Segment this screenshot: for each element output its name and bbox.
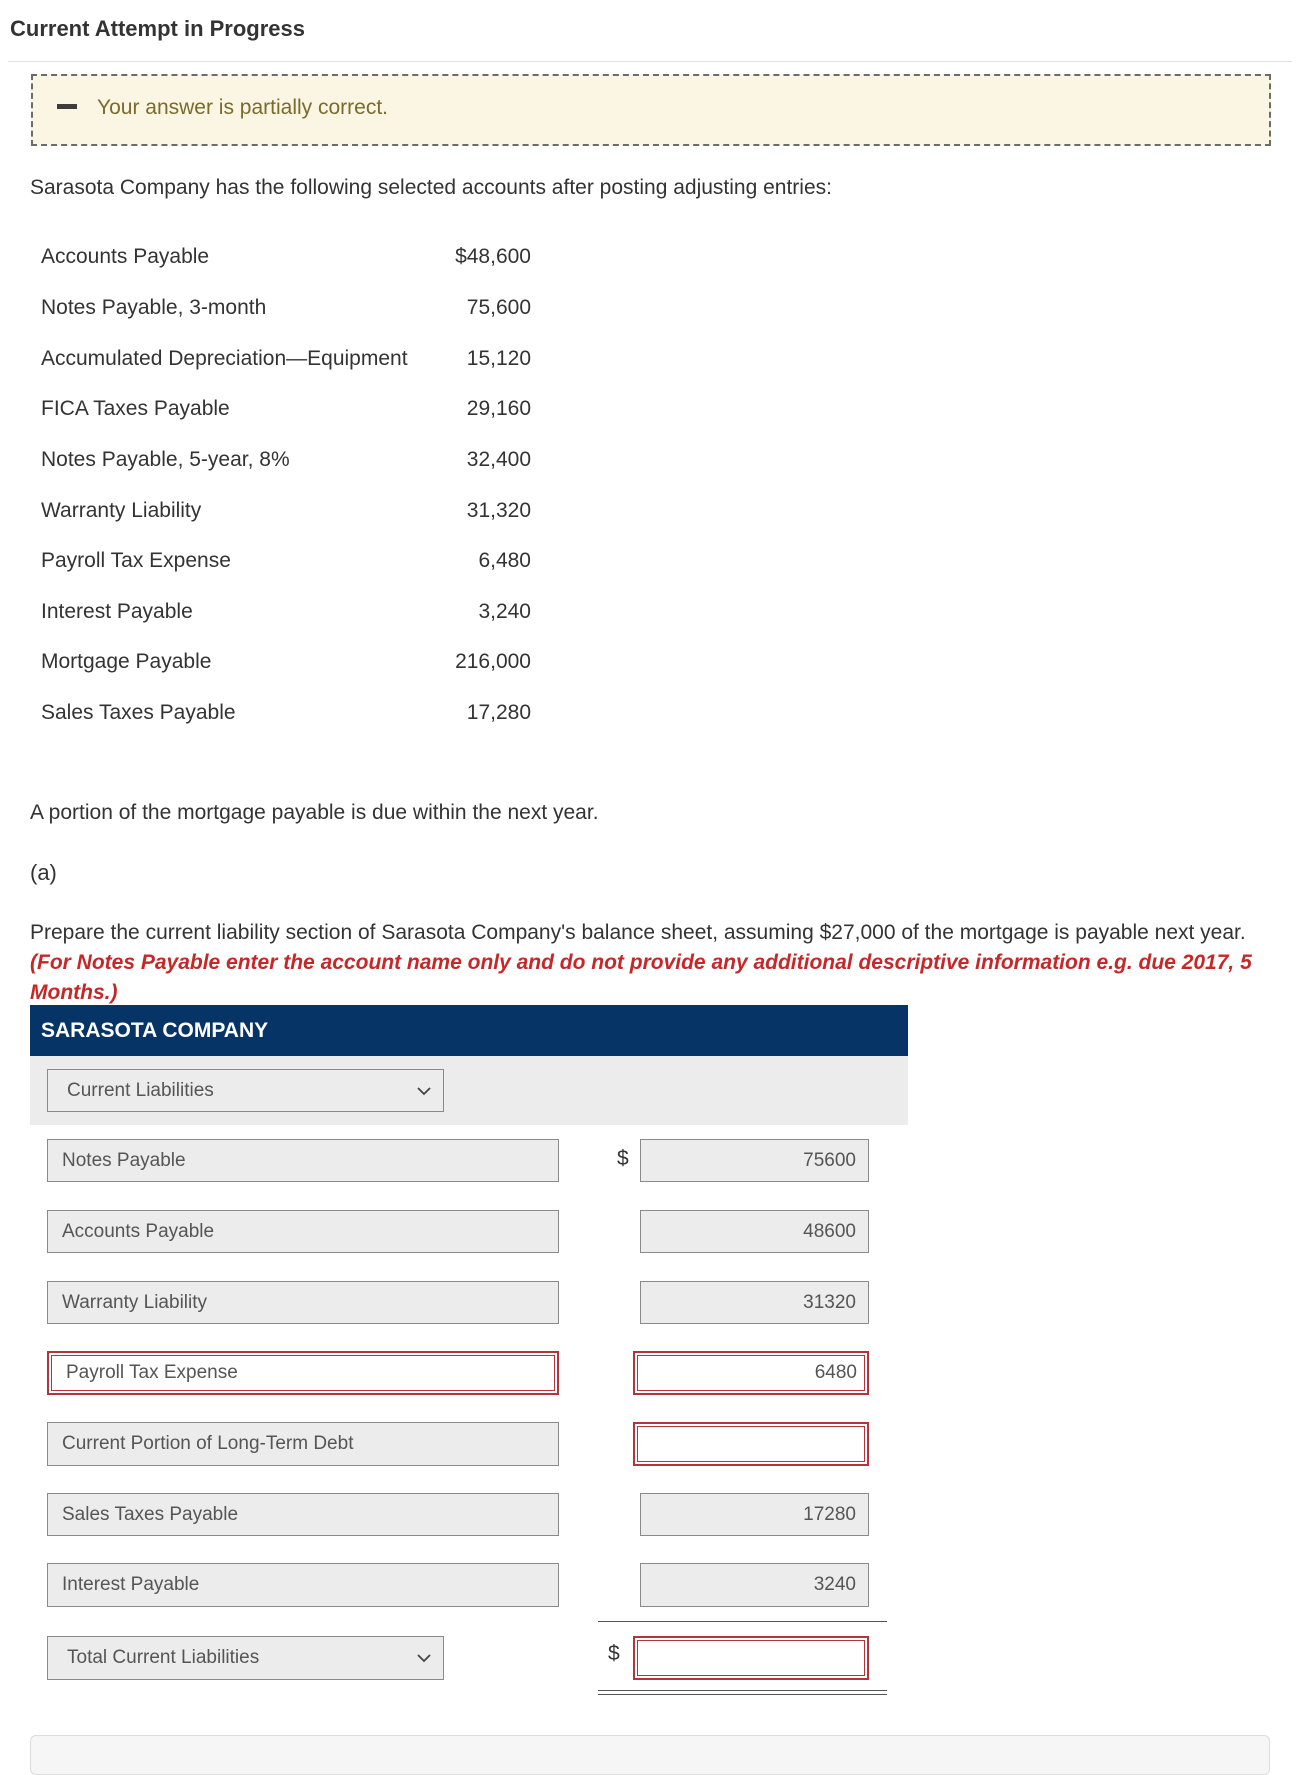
account-input[interactable]: Current Portion of Long-Term Debt [47,1422,559,1466]
instructions [30,918,1280,1008]
account-amount: 75,600 [466,296,531,319]
account-name: Interest Payable [41,600,193,623]
account-amount: 216,000 [455,650,531,673]
account-amount: 29,160 [466,397,531,420]
instructions-hint: (For Notes Payable enter the account name only and do not provide any additional descriptive information e.g. due 2017, 5 Months.) [30,951,1252,1004]
partial-correct-icon [57,104,77,109]
account-amount: $48,600 [455,245,531,268]
section-select[interactable] [47,1069,444,1112]
amount-input[interactable]: 48600 [640,1210,869,1253]
chevron-down-icon [415,1082,433,1100]
account-name: Sales Taxes Payable [41,701,236,724]
account-amount: 17,280 [466,701,531,724]
amount-input[interactable]: 31320 [640,1281,869,1324]
part-label: (a) [30,860,57,885]
amount-input[interactable]: 17280 [640,1493,869,1536]
account-name: Warranty Liability [41,499,202,522]
account-name: Payroll Tax Expense [41,549,231,572]
account-amount: 6,480 [478,549,531,572]
account-name: Accumulated Depreciation—Equipment [41,347,408,370]
account-name: Accounts Payable [41,245,210,268]
total-double-rule-bottom [598,1694,887,1695]
total-select-value: Total Current Liabilities [67,1647,260,1668]
account-input[interactable]: Warranty Liability [47,1281,559,1324]
total-select[interactable] [47,1636,444,1680]
amount-input-incorrect[interactable] [633,1422,869,1466]
account-name: Notes Payable, 5-year, 8% [41,448,290,471]
total-double-rule-top [598,1690,887,1691]
header-divider [8,61,1292,62]
account-name: FICA Taxes Payable [41,397,230,420]
amount-input[interactable]: 75600 [640,1139,869,1182]
instructions-text: Prepare the current liability section of Sarasota Company's balance sheet, assuming $27,000 of the mortgage is payable next year. [30,921,1246,944]
feedback-banner [31,74,1271,146]
account-input[interactable]: Accounts Payable [47,1210,559,1253]
chevron-down-icon [415,1649,433,1667]
next-panel [30,1735,1270,1775]
account-amount: 15,120 [466,347,531,370]
account-amount: 32,400 [466,448,531,471]
subtotal-rule [598,1621,887,1622]
account-input[interactable]: Notes Payable [47,1139,559,1182]
mortgage-note: A portion of the mortgage payable is due within the next year. [30,801,599,824]
amount-input[interactable]: 3240 [640,1563,869,1607]
account-amount: 31,320 [466,499,531,522]
total-amount-input-incorrect[interactable] [633,1636,869,1680]
company-header: SARASOTA COMPANY [30,1005,908,1056]
currency-symbol: $ [608,1642,620,1665]
account-input[interactable]: Interest Payable [47,1563,559,1607]
account-input-incorrect[interactable]: Payroll Tax Expense [47,1351,559,1395]
section-select-value: Current Liabilities [67,1080,214,1101]
amount-input-incorrect[interactable]: 6480 [633,1351,869,1395]
problem-intro: Sarasota Company has the following selected accounts after posting adjusting entries: [30,176,832,199]
account-input[interactable]: Sales Taxes Payable [47,1493,559,1536]
account-amount: 3,240 [478,600,531,623]
page-title: Current Attempt in Progress [10,16,306,41]
feedback-message: Your answer is partially correct. [97,96,389,119]
account-name: Mortgage Payable [41,650,212,673]
currency-symbol: $ [617,1147,629,1170]
account-name: Notes Payable, 3-month [41,296,267,319]
